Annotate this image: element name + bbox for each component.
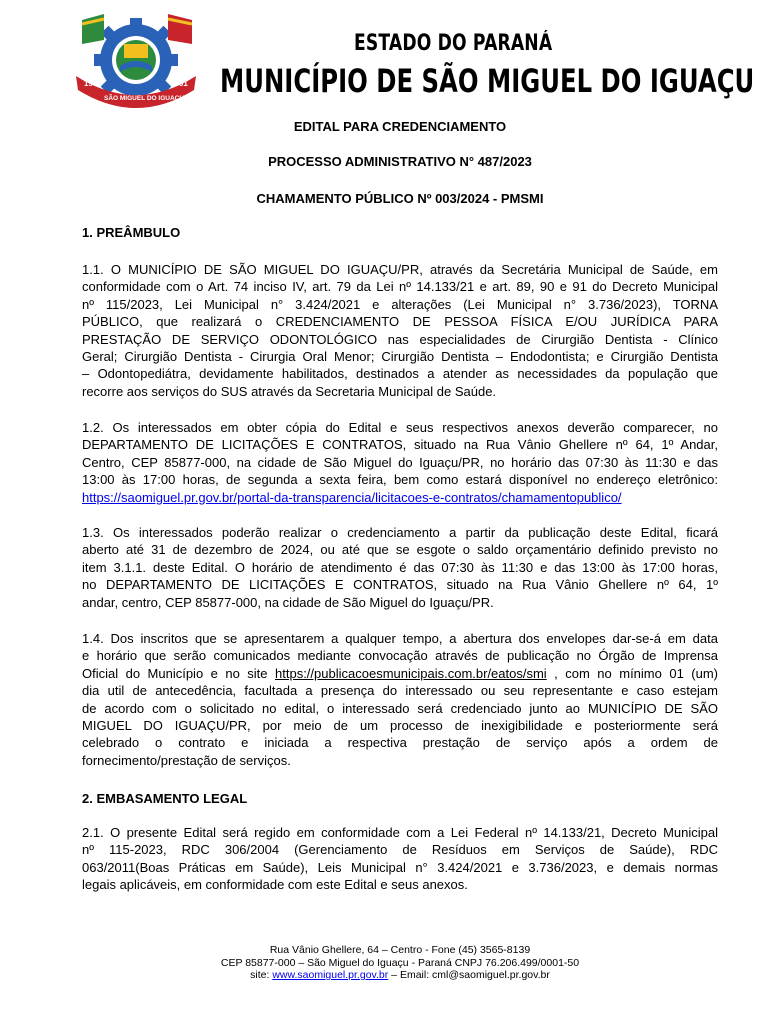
text-fragment: site: <box>250 969 273 982</box>
paragraph-1-2 <box>82 419 718 506</box>
text-fragment: , com no mínimo 01 (um) <box>546 665 718 681</box>
process-title: PROCESSO ADMINISTRATIVO N° 487/2023 <box>268 154 532 169</box>
seal-year-right: 1961 <box>170 79 188 88</box>
text-line: fornecimento/prestação de serviços. <box>82 752 291 768</box>
site-link[interactable]: www.saomiguel.pr.gov.br <box>272 969 389 982</box>
page-footer <box>0 944 770 982</box>
text-fragment: – Email: cml@saomiguel.pr.gov.br <box>388 969 550 982</box>
text-line: 13:00 às 17:00 horas, de segunda a sexta feira, bem como estará disponível no endereço eletrônico: <box>82 472 718 488</box>
seal-year-left: 1961 <box>84 79 102 88</box>
municipality-heading: MUNICÍPIO DE SÃO MIGUEL DO IGUAÇU <box>220 62 755 100</box>
text-line: nº 115/2023, Lei Municipal n° 3.424/2021 e alterações (Lei Municipal n° 3.736/2023), TORNA <box>82 296 718 312</box>
text-line: nº 115-2023, RDC 306/2004 (Gerenciamento de Resíduos em Serviços de Saúde), RDC <box>82 842 718 858</box>
text-fragment: Oficial do Município e no site <box>82 665 276 681</box>
section-heading-preambulo: 1. PREÂMBULO <box>82 225 181 240</box>
text-line <box>82 665 718 682</box>
text-line: 1.3. Os interessados poderão realizar o credenciamento a partir da publicação deste Edital, ficará <box>82 525 718 540</box>
text-line: 063/2011(Boas Práticas em Saúde), Leis Municipal n° 3.424/2021 e 3.736/2023, e demais normas <box>82 859 718 875</box>
section-heading-embasamento: 2. EMBASAMENTO LEGAL <box>82 791 248 806</box>
footer-cep-cnpj: CEP 85877-000 – São Miguel do Iguaçu - Paraná CNPJ 76.206.499/0001-50 <box>220 956 580 969</box>
footer-address: Rua Vânio Ghellere, 64 – Centro - Fone (45) 3565-8139 <box>269 944 531 956</box>
text-line: celebrado o contrato e iniciada a respectiva prestação de serviço após a ordem de <box>82 735 718 751</box>
text-line: PÚBLICO, que realizará o CREDENCIAMENTO DE PESSOA FÍSICA E/OU JURÍDICA PARA <box>82 314 718 330</box>
municipal-seal-logo <box>74 10 198 110</box>
text-line: Geral; Cirurgião Dentista - Cirurgia Oral Menor; Cirurgião Dentista – Endodontista; e Cirurgião Dentista <box>82 349 718 365</box>
text-line: 1.4. Dos inscritos que se apresentarem a qualquer tempo, a abertura dos envelopes dar-se-á em data <box>82 631 718 646</box>
text-line: – Odontopediátra, devidamente habilitados, destinados a atender as necessidades da população que <box>82 366 718 382</box>
text-line: andar, centro, CEP 85877-000, na cidade de São Miguel do Iguaçu/PR. <box>82 594 494 610</box>
text-line: 1.2. Os interessados em obter cópia do Edital e seus respectivos anexos deverão comparecer, no <box>82 420 718 435</box>
text-line: Centro, CEP 85877-000, na cidade de São Miguel do Iguaçu/PR, no horário das 07:30 às 11:30 e das <box>82 454 718 470</box>
text-line: aberto até 31 de dezembro de 2024, ou até que se esgote o saldo orçamentário definido previsto no <box>82 542 718 558</box>
edital-title: EDITAL PARA CREDENCIAMENTO <box>293 119 507 134</box>
text-line: item 3.1.1. deste Edital. O horário de atendimento é das 07:30 às 11:30 e das 13:00 às 17:00 horas, <box>82 559 718 575</box>
paragraph-1-3 <box>82 524 718 611</box>
text-line: recorre aos serviços do SUS através da Secretaria Municipal de Saúde. <box>82 383 497 399</box>
text-line: de acordo com o solicitado no edital, o interessado será credenciado junto ao MUNICÍPIO DE SÃO <box>82 700 718 716</box>
state-heading: ESTADO DO PARANÁ <box>354 31 553 56</box>
text-line: 1.1. O MUNICÍPIO DE SÃO MIGUEL DO IGUAÇU/PR, através da Secretária Municipal de Saúde, em <box>82 262 718 277</box>
text-line: legais aplicáveis, em conformidade com este Edital e seus anexos. <box>82 877 468 893</box>
text-line: e horário que serão comunicados mediante convocação através de publicação no Órgão de Imprensa <box>82 648 718 664</box>
text-line: MIGUEL DO IGUAÇU/PR, por meio de um processo de inexigibilidade e posteriormente será <box>82 718 718 734</box>
paragraph-2-1 <box>82 824 718 894</box>
chamamento-title: CHAMAMENTO PÚBLICO Nº 003/2024 - PMSMI <box>256 191 544 206</box>
text-line: DEPARTAMENTO DE LICITAÇÕES E CONTRATOS, situado na Rua Vânio Ghellere nº 64, 1º Andar, <box>82 437 718 453</box>
footer-contact <box>0 969 770 982</box>
text-line: PRESTAÇÃO DE SERVIÇO ODONTOLÓGICO nas especialidades de Cirurgião Dentista - Clínico <box>82 331 718 347</box>
chamamento-publico-link[interactable]: https://saomiguel.pr.gov.br/portal-da-transparencia/licitacoes-e-contratos/chamamentopublico/ <box>82 489 622 505</box>
paragraph-1-1 <box>82 261 718 400</box>
paragraph-1-4 <box>82 630 718 769</box>
text-line: 2.1. O presente Edital será regido em conformidade com a Lei Federal nº 14.133/21, Decreto Municipal <box>82 825 718 840</box>
publicacoes-link[interactable]: https://publicacoesmunicipais.com.br/eatos/smi <box>275 665 547 681</box>
seal-ribbon-text: SÃO MIGUEL DO IGUAÇU <box>104 95 185 102</box>
text-line: no DEPARTAMENTO DE LICITAÇÕES E CONTRATOS, situado na Rua Vânio Ghellere nº 64, 1º <box>82 577 718 593</box>
text-line: dia util de antecedência, facultada a presença do interessado ou seu representante e caso estejam <box>82 683 718 699</box>
text-line: conformidade com o Art. 74 inciso IV, art. 79 da Lei nº 14.133/21 e art. 89, 90 e 91 do Decreto Municipal <box>82 279 718 295</box>
